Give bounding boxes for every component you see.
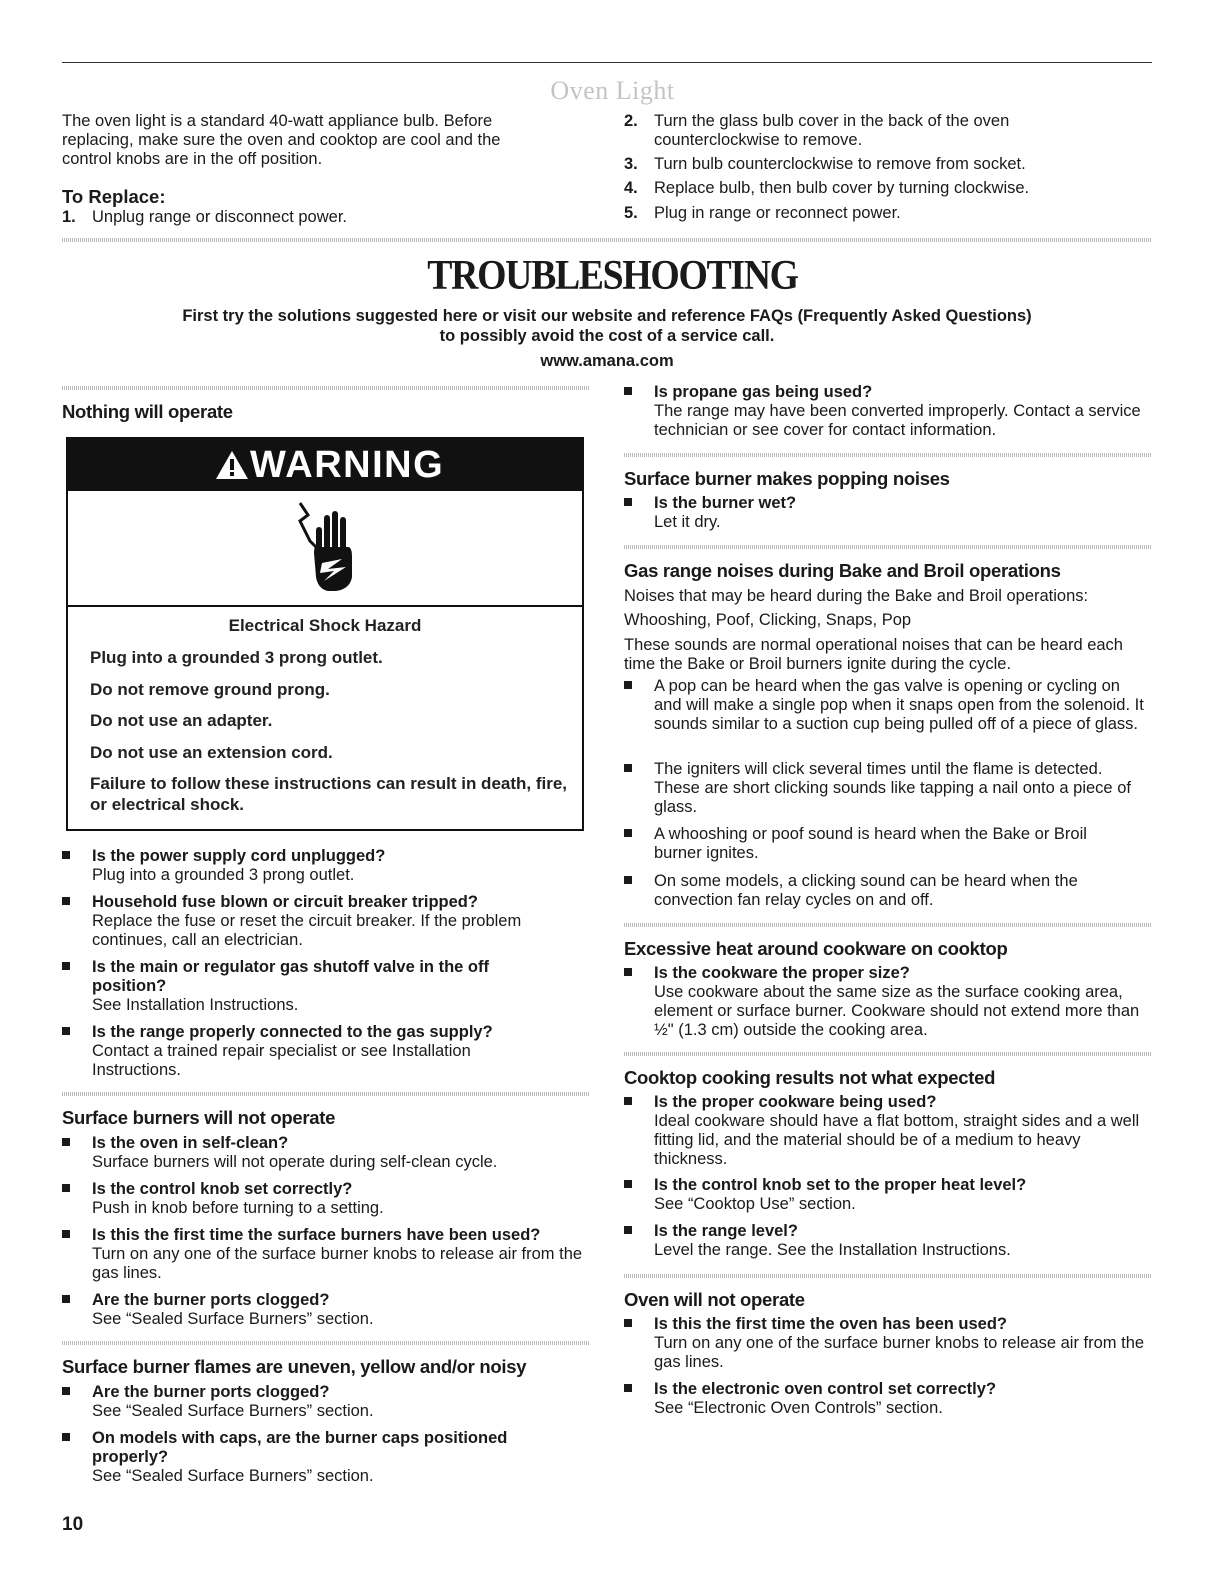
oven-light-intro: The oven light is a standard 40-watt appliance bulb. Before replacing, make sure the oven and cooktop are cool and the control knobs are in the off position. <box>62 112 501 168</box>
step-text: Turn bulb counterclockwise to remove from socket. <box>654 155 1026 173</box>
answer: Surface burners will not operate during self-clean cycle. <box>92 1153 498 1171</box>
list-item <box>624 1315 1152 1372</box>
heading-gas-range-noises: Gas range noises during Bake and Broil operations <box>624 560 1061 581</box>
troubleshooting-title: TROUBLESHOOTING <box>427 253 798 299</box>
answer: See “Electronic Oven Controls” section. <box>654 1399 943 1417</box>
list-item <box>624 1093 1152 1169</box>
warning-divider <box>68 605 582 607</box>
answer: Replace the fuse or reset the circuit breaker. If the problem continues, call an electrician. <box>92 912 522 949</box>
heading-excessive-heat: Excessive heat around cookware on cooktop <box>624 938 1008 959</box>
troubleshooting-intro-2: to possibly avoid the cost of a service call. <box>439 327 775 345</box>
square-bullet-icon <box>62 1230 70 1238</box>
step-text: Unplug range or disconnect power. <box>92 208 347 226</box>
question: Is the cookware the proper size? <box>654 964 910 982</box>
warning-box <box>66 437 584 831</box>
step-2 <box>624 112 1074 150</box>
list-item <box>62 847 572 885</box>
question: Is the control knob set correctly? <box>92 1180 353 1198</box>
step-number: 3. <box>624 155 638 173</box>
list-item <box>62 958 562 1015</box>
gas-noises-text-1: Noises that may be heard during the Bake and Broil operations: <box>624 587 1089 605</box>
list-item <box>624 383 1144 440</box>
list-item <box>624 964 1152 1040</box>
answer: Let it dry. <box>654 513 721 531</box>
warning-line: Failure to follow these instructions can result in death, fire, or electrical shock. <box>90 774 568 814</box>
square-bullet-icon <box>624 968 632 976</box>
list-item <box>62 1180 590 1218</box>
step-1 <box>62 208 562 227</box>
heading-cooktop-results: Cooktop cooking results not what expected <box>624 1067 996 1088</box>
square-bullet-icon <box>624 681 632 689</box>
square-bullet-icon <box>624 387 632 395</box>
square-bullet-icon <box>624 1226 632 1234</box>
answer: Push in knob before turning to a setting. <box>92 1199 384 1217</box>
square-bullet-icon <box>62 897 70 905</box>
step-number: 4. <box>624 179 638 197</box>
square-bullet-icon <box>62 962 70 970</box>
list-item <box>624 1380 1152 1418</box>
question: Is this the first time the surface burners have been used? <box>92 1226 541 1244</box>
square-bullet-icon <box>624 829 632 837</box>
square-bullet-icon <box>62 1138 70 1146</box>
step-number: 2. <box>624 112 638 130</box>
step-text: Plug in range or reconnect power. <box>654 204 901 222</box>
answer: See “Sealed Surface Burners” section. <box>92 1467 374 1485</box>
answer: See “Cooktop Use” section. <box>654 1195 856 1213</box>
gas-noises-text-2: Whooshing, Poof, Clicking, Snaps, Pop <box>624 611 912 629</box>
step-number: 1. <box>62 208 76 226</box>
question: Is the oven in self-clean? <box>92 1134 289 1152</box>
question: On models with caps, are the burner caps positioned properly? <box>92 1429 508 1466</box>
question: Is the proper cookware being used? <box>654 1093 937 1111</box>
list-item <box>62 1291 590 1329</box>
answer: The igniters will click several times until the flame is detected. These are short clicking sounds like tapping a nail onto a piece of glass. <box>654 760 1131 816</box>
heading-nothing-will-operate: Nothing will operate <box>62 401 233 422</box>
section-divider <box>62 1092 590 1096</box>
question: Is the burner wet? <box>654 494 797 512</box>
question: Is the main or regulator gas shutoff valve in the off position? <box>92 958 489 995</box>
warning-line: Do not use an extension cord. <box>90 743 333 762</box>
section-divider <box>624 1274 1152 1278</box>
square-bullet-icon <box>62 851 70 859</box>
section-divider <box>624 1052 1152 1056</box>
question: Is the electronic oven control set correctly? <box>654 1380 997 1398</box>
question: Is the range level? <box>654 1222 798 1240</box>
heading-flames-uneven: Surface burner flames are uneven, yellow and/or noisy <box>62 1356 527 1377</box>
warning-header <box>68 439 582 491</box>
gas-noises-text-3: These sounds are normal operational noises that can be heard each time the Bake or Broil burners ignite during the cycle. <box>624 636 1123 673</box>
answer: A pop can be heard when the gas valve is opening or cycling on and will make a single pop when it snaps open from the solenoid. It sounds similar to a suction cup being pulled off of a piece of glass. <box>654 677 1144 733</box>
square-bullet-icon <box>624 1384 632 1392</box>
warning-line: Do not remove ground prong. <box>90 680 330 699</box>
troubleshooting-intro-1: First try the solutions suggested here or visit our website and reference FAQs (Frequently Asked Questions) <box>182 307 1032 325</box>
square-bullet-icon <box>62 1184 70 1192</box>
square-bullet-icon <box>624 1319 632 1327</box>
square-bullet-icon <box>62 1433 70 1441</box>
answer: See “Sealed Surface Burners” section. <box>92 1310 374 1328</box>
list-item <box>624 872 1134 910</box>
question: Is the control knob set to the proper heat level? <box>654 1176 1027 1194</box>
section-divider <box>62 1341 590 1345</box>
answer: Ideal cookware should have a flat bottom, straight sides and a well fitting lid, and the material should be of a medium to heavy thickness. <box>654 1112 1140 1168</box>
section-divider <box>624 923 1152 927</box>
list-item <box>624 494 1144 532</box>
question: Are the burner ports clogged? <box>92 1383 330 1401</box>
square-bullet-icon <box>62 1027 70 1035</box>
question: Is the power supply cord unplugged? <box>92 847 386 865</box>
list-item <box>62 1429 562 1486</box>
warning-hazard: Electrical Shock Hazard <box>228 616 422 635</box>
heading-oven-not-operate: Oven will not operate <box>624 1289 805 1310</box>
answer: See Installation Instructions. <box>92 996 299 1014</box>
list-item <box>624 1222 1152 1260</box>
answer: A whooshing or poof sound is heard when the Bake or Broil burner ignites. <box>654 825 1087 862</box>
section-divider <box>62 386 590 390</box>
answer: Contact a trained repair specialist or see Installation Instructions. <box>92 1042 471 1079</box>
list-item <box>62 1383 590 1421</box>
answer: Turn on any one of the surface burner knobs to release air from the gas lines. <box>654 1334 1145 1371</box>
step-3 <box>624 155 1144 174</box>
answer: Level the range. See the Installation Instructions. <box>654 1241 1011 1259</box>
list-item <box>624 677 1152 734</box>
page-number: 10 <box>62 1514 84 1535</box>
answer: Turn on any one of the surface burner knobs to release air from the gas lines. <box>92 1245 583 1282</box>
answer: The range may have been converted improperly. Contact a service technician or see cover for contact information. <box>654 402 1141 439</box>
square-bullet-icon <box>624 498 632 506</box>
warning-line: Plug into a grounded 3 prong outlet. <box>90 648 383 667</box>
website-url[interactable]: www.amana.com <box>540 352 674 370</box>
section-divider <box>624 453 1152 457</box>
answer: See “Sealed Surface Burners” section. <box>92 1402 374 1420</box>
oven-light-title: Oven Light <box>550 76 675 105</box>
square-bullet-icon <box>62 1387 70 1395</box>
list-item <box>624 825 1134 863</box>
warning-triangle-icon <box>214 449 250 481</box>
list-item <box>62 1226 590 1283</box>
list-item <box>624 1176 1152 1214</box>
step-text: Turn the glass bulb cover in the back of the oven counterclockwise to remove. <box>654 112 1010 149</box>
list-item <box>62 893 572 950</box>
heading-popping-noises: Surface burner makes popping noises <box>624 468 950 489</box>
square-bullet-icon <box>624 876 632 884</box>
to-replace-heading: To Replace: <box>62 186 166 207</box>
square-bullet-icon <box>624 764 632 772</box>
warning-word: WARNING <box>250 444 445 486</box>
list-item <box>62 1023 552 1080</box>
question: Is the range properly connected to the gas supply? <box>92 1023 493 1041</box>
question: Is propane gas being used? <box>654 383 873 401</box>
question: Are the burner ports clogged? <box>92 1291 330 1309</box>
list-item <box>624 760 1152 817</box>
electric-shock-hand-icon <box>292 497 362 597</box>
square-bullet-icon <box>624 1180 632 1188</box>
question: Is this the first time the oven has been used? <box>654 1315 1007 1333</box>
step-5 <box>624 204 1144 223</box>
section-divider <box>62 238 1152 242</box>
list-item <box>62 1134 590 1172</box>
answer: Plug into a grounded 3 prong outlet. <box>92 866 355 884</box>
warning-line: Do not use an adapter. <box>90 711 273 730</box>
top-rule <box>62 62 1152 63</box>
section-divider <box>624 545 1152 549</box>
step-number: 5. <box>624 204 638 222</box>
answer: Use cookware about the same size as the surface cooking area, element or surface burner. Cookware should not extend more than ½" (1.3 cm) outside the cooking area. <box>654 983 1140 1039</box>
heading-surface-burners-not-operate: Surface burners will not operate <box>62 1107 336 1128</box>
step-text: Replace bulb, then bulb cover by turning clockwise. <box>654 179 1030 197</box>
square-bullet-icon <box>62 1295 70 1303</box>
answer: On some models, a clicking sound can be heard when the convection fan relay cycles on and off. <box>654 872 1078 909</box>
square-bullet-icon <box>624 1097 632 1105</box>
step-4 <box>624 179 1144 198</box>
question: Household fuse blown or circuit breaker tripped? <box>92 893 478 911</box>
